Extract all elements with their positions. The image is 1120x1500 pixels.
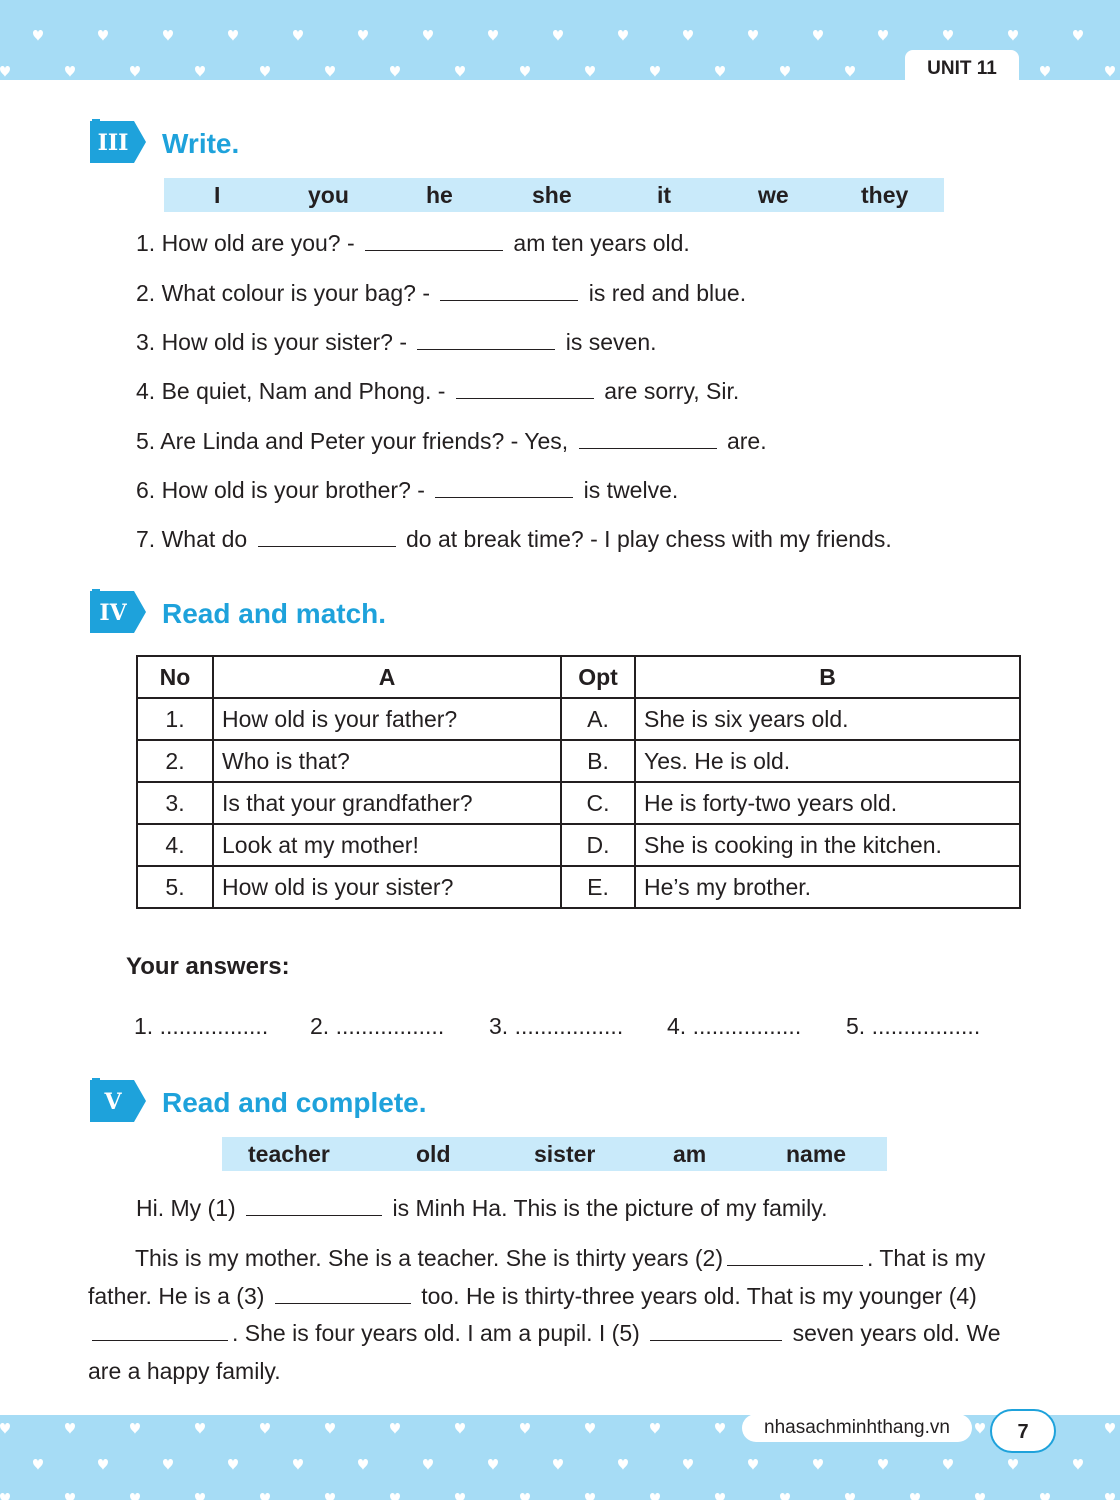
word-option: it (657, 182, 672, 208)
heart-icon (228, 30, 238, 41)
heart-icon (325, 66, 335, 77)
cell-b: He is forty-two years old. (635, 782, 1020, 824)
heart-icon (423, 30, 433, 41)
heart-icon (1073, 1459, 1083, 1470)
heart-icon (163, 1459, 173, 1470)
heart-icon (390, 1493, 400, 1500)
heart-icon (455, 1493, 465, 1500)
heart-icon (293, 30, 303, 41)
heart-icon (260, 1423, 270, 1434)
heart-icon (845, 66, 855, 77)
answer-blank[interactable] (275, 1283, 411, 1304)
answer-blank[interactable] (579, 428, 717, 449)
heart-icon (715, 1423, 725, 1434)
heart-icon (0, 1423, 10, 1434)
answer-blank[interactable] (727, 1245, 863, 1266)
unit-label: UNIT 11 (905, 50, 1019, 82)
cell-no: 3. (137, 782, 213, 824)
word-option: name (786, 1141, 847, 1167)
heart-icon (618, 30, 628, 41)
section-3-badge: III (88, 119, 148, 163)
heart-icon (423, 1459, 433, 1470)
heart-icon (1105, 1423, 1115, 1434)
heart-icon (715, 1493, 725, 1500)
heart-icon (358, 1459, 368, 1470)
heart-icon (878, 30, 888, 41)
cell-opt: C. (561, 782, 635, 824)
heart-icon (195, 1423, 205, 1434)
answer-slot-4[interactable]: 4. ................. (667, 1013, 802, 1039)
column-header-a: A (213, 656, 561, 698)
website-label: nhasachminhthang.vn (742, 1414, 972, 1442)
heart-icon (455, 1423, 465, 1434)
word-option: he (426, 182, 453, 208)
heart-icon (195, 1493, 205, 1500)
heart-icon (780, 1493, 790, 1500)
answer-blank[interactable] (440, 280, 578, 301)
exercise-item-4: 4. Be quiet, Nam and Phong. - are sorry, Sir. (136, 378, 740, 404)
exercise-item-6: 6. How old is your brother? - is twelve. (136, 477, 679, 503)
heart-icon (65, 66, 75, 77)
word-option: teacher (248, 1141, 330, 1167)
heart-icon (488, 30, 498, 41)
heart-icon (520, 66, 530, 77)
answer-blank[interactable] (435, 477, 573, 498)
heart-icon (1008, 1459, 1018, 1470)
heart-icon (650, 66, 660, 77)
heart-icon (65, 1423, 75, 1434)
heart-icon (553, 1459, 563, 1470)
heart-icon (260, 66, 270, 77)
heart-icon (650, 1423, 660, 1434)
heart-icon (1040, 66, 1050, 77)
word-option: you (308, 182, 349, 208)
answer-blank[interactable] (417, 329, 555, 350)
exercise-item-2: 2. What colour is your bag? - is red and blue. (136, 280, 747, 306)
match-table (136, 655, 1021, 909)
table-row (137, 866, 1020, 908)
section-3-word-box (164, 178, 944, 212)
exercise-item-7: 7. What do do at break time? - I play chess with my friends. (136, 526, 892, 552)
cell-b: He’s my brother. (635, 866, 1020, 908)
cell-a: How old is your father? (213, 698, 561, 740)
heart-icon (683, 1459, 693, 1470)
heart-icon (618, 1459, 628, 1470)
heart-icon (0, 1493, 10, 1500)
answer-slot-3[interactable]: 3. ................. (489, 1013, 624, 1039)
heart-icon (748, 30, 758, 41)
word-option: old (416, 1141, 451, 1167)
heart-icon (33, 30, 43, 41)
cell-opt: E. (561, 866, 635, 908)
word-option: she (532, 182, 572, 208)
section-5-word-box (222, 1137, 887, 1171)
heart-icon (455, 66, 465, 77)
heart-icon (1073, 30, 1083, 41)
column-header-no: No (137, 656, 213, 698)
word-option: they (861, 182, 909, 208)
heart-icon (1105, 66, 1115, 77)
exercise-item-5: 5. Are Linda and Peter your friends? - Yes, are. (136, 428, 767, 454)
heart-icon (1040, 1493, 1050, 1500)
heart-icon (98, 1459, 108, 1470)
heart-icon (975, 1493, 985, 1500)
cell-a: Is that your grandfather? (213, 782, 561, 824)
section-3-title: Write. (162, 128, 240, 159)
answer-slot-5[interactable]: 5. ................. (846, 1013, 981, 1039)
heart-icon (910, 1493, 920, 1500)
heart-icon (553, 30, 563, 41)
heart-icon (0, 66, 10, 77)
heart-icon (390, 66, 400, 77)
table-row (137, 698, 1020, 740)
heart-icon (715, 66, 725, 77)
heart-icon (195, 66, 205, 77)
cell-opt: D. (561, 824, 635, 866)
answer-blank[interactable] (258, 526, 396, 547)
cell-b: She is six years old. (635, 698, 1020, 740)
heart-icon (130, 1493, 140, 1500)
heart-icon (845, 1493, 855, 1500)
heart-icon (975, 1423, 985, 1434)
section-5-title: Read and complete. (162, 1087, 427, 1118)
table-row (137, 824, 1020, 866)
heart-icon (1008, 30, 1018, 41)
cell-a: Look at my mother! (213, 824, 561, 866)
heart-icon (33, 1459, 43, 1470)
heart-icon (293, 1459, 303, 1470)
word-option: am (673, 1141, 707, 1167)
heart-icon (358, 30, 368, 41)
section-4-title: Read and match. (162, 598, 387, 629)
heart-icon (130, 66, 140, 77)
heart-icon (780, 66, 790, 77)
section-5-badge: V (88, 1078, 148, 1122)
cell-b: Yes. He is old. (635, 740, 1020, 782)
heart-icon (488, 1459, 498, 1470)
answer-blank[interactable] (365, 230, 503, 251)
answer-blank[interactable] (650, 1320, 782, 1341)
table-row (137, 782, 1020, 824)
cell-no: 5. (137, 866, 213, 908)
heart-icon (585, 1493, 595, 1500)
heart-icon (325, 1423, 335, 1434)
exercise-item-3: 3. How old is your sister? - is seven. (136, 329, 657, 355)
passage-paragraph: This is my mother. She is a teacher. She is thirty years (2) . That is my father. He is a (3) too. He is thirty-three years old. That is my younger (4) . She is four years old. I am a pupil. I (5) seven years old. We are a happy family. (88, 1245, 1001, 1384)
exercise-item-1: 1. How old are you? - am ten years old. (136, 230, 690, 256)
heart-icon (260, 1493, 270, 1500)
word-option: sister (534, 1141, 596, 1167)
answer-blank[interactable] (246, 1195, 382, 1216)
heart-icon (585, 66, 595, 77)
heart-icon (813, 30, 823, 41)
answer-slot-1[interactable]: 1. ................. (134, 1013, 269, 1039)
word-option: we (758, 182, 789, 208)
passage-line-1: Hi. My (1) is Minh Ha. This is the picture of my family. (136, 1195, 828, 1221)
heart-icon (520, 1423, 530, 1434)
heart-icon (683, 30, 693, 41)
cell-opt: B. (561, 740, 635, 782)
heart-icon (1105, 1493, 1115, 1500)
heart-icon (325, 1493, 335, 1500)
cell-opt: A. (561, 698, 635, 740)
word-option: I (214, 182, 221, 208)
cell-no: 4. (137, 824, 213, 866)
column-header-b: B (635, 656, 1020, 698)
heart-icon (65, 1493, 75, 1500)
heart-icon (163, 30, 173, 41)
heart-icon (878, 1459, 888, 1470)
table-header-row (137, 656, 1020, 698)
heart-icon (520, 1493, 530, 1500)
section-4-badge: IV (88, 589, 148, 633)
cell-a: How old is your sister? (213, 866, 561, 908)
cell-no: 2. (137, 740, 213, 782)
cell-b: She is cooking in the kitchen. (635, 824, 1020, 866)
answer-slot-2[interactable]: 2. ................. (310, 1013, 445, 1039)
heart-icon (390, 1423, 400, 1434)
heart-icon (228, 1459, 238, 1470)
heart-icon (943, 30, 953, 41)
heart-icon (748, 1459, 758, 1470)
heart-icon (943, 1459, 953, 1470)
answer-blank[interactable] (456, 378, 594, 399)
heart-icon (585, 1423, 595, 1434)
cell-no: 1. (137, 698, 213, 740)
column-header-opt: Opt (561, 656, 635, 698)
page-number: 7 (990, 1409, 1056, 1453)
heart-icon (650, 1493, 660, 1500)
answer-blank[interactable] (92, 1320, 228, 1341)
cell-a: Who is that? (213, 740, 561, 782)
heart-icon (98, 30, 108, 41)
heart-icon (130, 1423, 140, 1434)
heart-icon (813, 1459, 823, 1470)
your-answers-label: Your answers: (126, 953, 290, 980)
table-row (137, 740, 1020, 782)
